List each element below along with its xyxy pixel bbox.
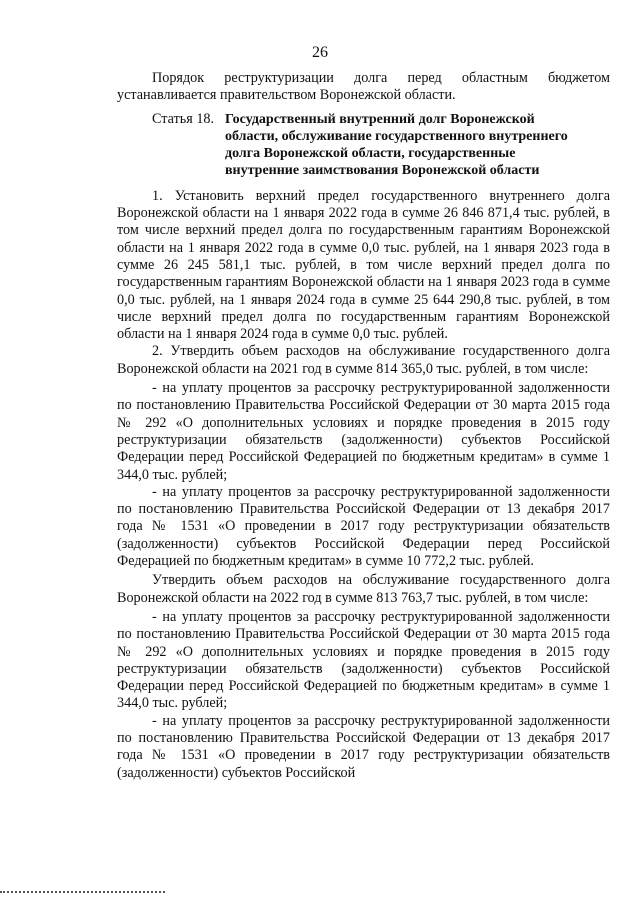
list-item-2022-b: - на уплату процентов за рассрочку реструктурированной задолженности по постановлению Правительства Российской Федерации от 13 декабря 2017 года № 1531 «О проведении в 2017 году реструктуризации обязательств (задолженности) субъектов Российской <box>117 712 610 781</box>
paragraph-service-2021: 2. Утвердить объем расходов на обслуживание государственного долга Воронежской области на 2021 год в сумме 814 365,0 тыс. рублей, в том числе: <box>117 343 610 377</box>
article-label: Статья 18. <box>152 110 215 127</box>
article-heading <box>117 111 610 180</box>
paragraph-debt-limit: 1. Установить верхний предел государственного внутреннего долга Воронежской области на 1 января 2022 года в сумме 26 846 871,4 тыс. рублей, в том числе верхний предел долга по государственным гарантиям Воронежской области на 1 января 2022 года в сумме 0,0 тыс. рублей, на 1 января 2023 года в сумме 26 245 581,1 тыс. рублей, в том числе верхний предел долга по государственным гарантиям Воронежской области на 1 января 2023 года в сумме 0,0 тыс. рублей, на 1 января 2024 года в сумме 25 644 290,8 тыс. рублей, в том числе верхний предел долга по государственным гарантиям Воронежской области на 1 января 2024 года в сумме 0,0 тыс. рублей. <box>117 187 610 343</box>
paragraph-service-2022: Утвердить объем расходов на обслуживание государственного долга Воронежской области на 2022 год в сумме 813 763,7 тыс. рублей, в том числе: <box>117 572 610 606</box>
page-number: 26 <box>312 44 328 61</box>
scan-edge-mark <box>0 891 165 893</box>
article-title: Государственный внутренний долг Воронежской области, обслуживание государственного внутреннего долга Воронежской области, государственные внутренние заимствования Воронежской области <box>225 111 568 179</box>
list-item-2022-a: - на уплату процентов за рассрочку реструктурированной задолженности по постановлению Правительства Российской Федерации от 30 марта 2015 года № 292 «О дополнительных условиях и порядке проведения в 2015 году реструктуризации обязательств (задолженности) субъектов Российской Федерации перед Российской Федерацией по бюджетным кредитам» в сумме 1 344,0 тыс. рублей; <box>117 608 610 712</box>
document-body <box>117 70 610 782</box>
paragraph-intro: Порядок реструктуризации долга перед областным бюджетом устанавливается правительством Воронежской области. <box>117 70 610 104</box>
list-item-2021-a: - на уплату процентов за рассрочку реструктурированной задолженности по постановлению Правительства Российской Федерации от 30 марта 2015 года № 292 «О дополнительных условиях и порядке проведения в 2015 году реструктуризации обязательств (задолженности) субъектов Российской Федерации перед Российской Федерацией по бюджетным кредитам» в сумме 1 344,0 тыс. рублей; <box>117 380 610 483</box>
list-item-2021-b: - на уплату процентов за рассрочку реструктурированной задолженности по постановлению Правительства Российской Федерации от 13 декабря 2017 года № 1531 «О проведении в 2017 году реструктуризации обязательств (задолженности) субъектов Российской Федерации перед Российской Федерацией по бюджетным кредитам» в сумме 10 772,2 тыс. рублей. <box>117 483 610 570</box>
